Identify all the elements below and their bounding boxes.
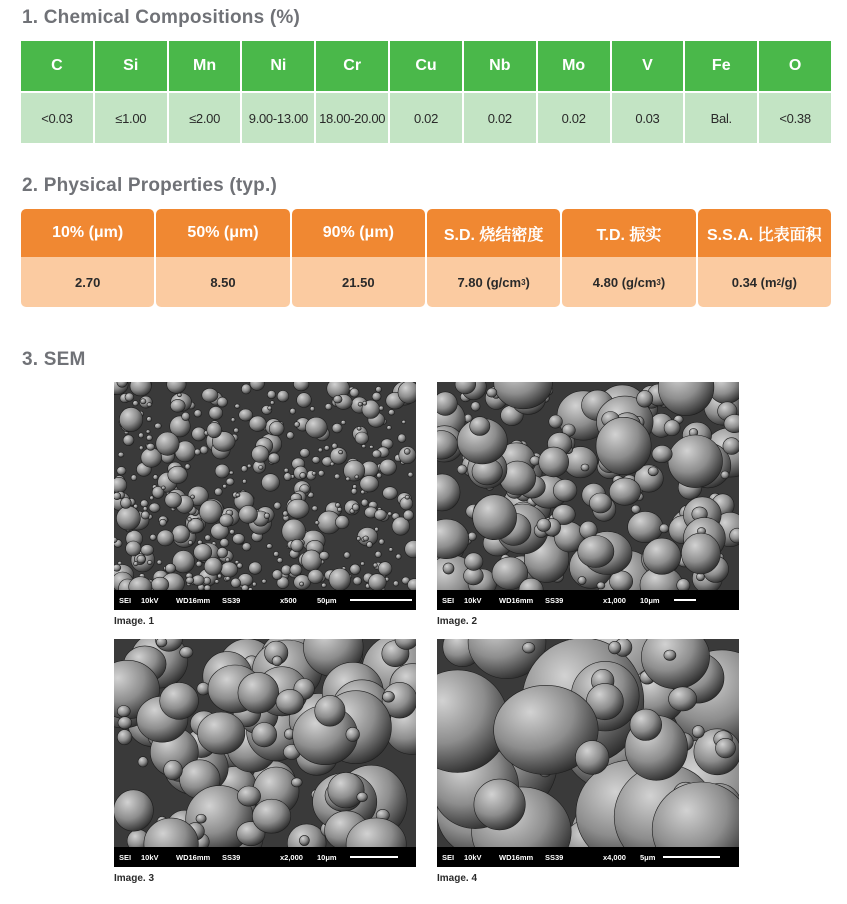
sem-mode: SEI	[119, 595, 132, 605]
sem-scale-bar	[663, 856, 720, 858]
sem-ss: SS39	[222, 852, 241, 862]
chem-header-ni: Ni	[242, 41, 314, 91]
sem-kv: 10kV	[141, 595, 159, 605]
phys-column-d50	[156, 209, 289, 307]
phys-value-ssa: 0.34 (m 2 /g)	[698, 257, 831, 307]
chem-header-mo: Mo	[538, 41, 610, 91]
phys-column-td	[562, 209, 695, 307]
chem-value-cr: 18.00-20.00	[316, 93, 388, 143]
chem-header-cu: Cu	[390, 41, 462, 91]
chem-value-o: <0.38	[759, 93, 831, 143]
sem-ss: SS39	[545, 595, 564, 605]
sem-caption-4: Image. 4	[437, 873, 478, 884]
sem-info-bar-1	[114, 590, 416, 610]
phys-header-d50: 50% (μm)	[156, 209, 289, 257]
sem-info-bar-2	[437, 590, 739, 610]
phys-value-sd: 7.80 (g/cm 3 )	[427, 257, 560, 307]
chem-header-si: Si	[95, 41, 167, 91]
chem-header-cr: Cr	[316, 41, 388, 91]
sem-micrograph-1	[114, 382, 416, 590]
sem-magnification: x500	[280, 595, 297, 605]
sem-micrograph-4	[437, 639, 739, 847]
sem-caption-3: Image. 3	[114, 873, 155, 884]
phys-header-sd: S.D. 烧结密度	[427, 209, 560, 257]
phys-value-d10: 2.70	[21, 257, 154, 307]
sem-ss: SS39	[545, 852, 564, 862]
chem-value-nb: 0.02	[464, 93, 536, 143]
sem-wd: WD16mm	[499, 852, 534, 862]
chem-header-o: O	[759, 41, 831, 91]
sem-kv: 10kV	[141, 852, 159, 862]
phys-column-sd	[427, 209, 560, 307]
sem-scale-bar	[350, 599, 412, 601]
chem-header-v: V	[612, 41, 684, 91]
sem-magnification: x2,000	[280, 852, 303, 862]
chem-header-c: C	[21, 41, 93, 91]
sem-kv: 10kV	[464, 595, 482, 605]
sem-image-1	[114, 382, 416, 610]
chem-value-v: 0.03	[612, 93, 684, 143]
sem-scale-label: 5μm	[640, 852, 656, 862]
chem-value-c: <0.03	[21, 93, 93, 143]
phys-value-d90: 21.50	[292, 257, 425, 307]
sem-image-4	[437, 639, 739, 867]
sem-scale-bar	[350, 856, 398, 858]
sem-caption-1: Image. 1	[114, 616, 155, 627]
sem-magnification: x4,000	[603, 852, 626, 862]
sem-image-2	[437, 382, 739, 610]
chem-value-mo: 0.02	[538, 93, 610, 143]
sem-scale-label: 10μm	[317, 852, 337, 862]
phys-column-d10	[21, 209, 154, 307]
sem-image-3	[114, 639, 416, 867]
phys-header-d90: 90% (μm)	[292, 209, 425, 257]
phys-value-d50: 8.50	[156, 257, 289, 307]
sem-wd: WD16mm	[176, 852, 211, 862]
sem-mode: SEI	[442, 595, 455, 605]
sem-scale-bar	[674, 599, 696, 601]
physical-properties-table	[21, 209, 831, 307]
phys-value-td: 4.80 (g/cm 3 )	[562, 257, 695, 307]
sem-mode: SEI	[119, 852, 132, 862]
chem-header-mn: Mn	[169, 41, 241, 91]
sem-ss: SS39	[222, 595, 241, 605]
phys-header-td: T.D. 振实	[562, 209, 695, 257]
sem-caption-2: Image. 2	[437, 616, 478, 627]
phys-column-d90	[292, 209, 425, 307]
physical-properties-title: 2. Physical Properties (typ.)	[22, 175, 277, 196]
phys-header-d10: 10% (μm)	[21, 209, 154, 257]
chemical-compositions-title: 1. Chemical Compositions (%)	[22, 7, 300, 28]
chem-header-fe: Fe	[685, 41, 757, 91]
sem-kv: 10kV	[464, 852, 482, 862]
sem-scale-label: 50μm	[317, 595, 337, 605]
sem-micrograph-3	[114, 639, 416, 847]
sem-title: 3. SEM	[22, 349, 86, 370]
sem-info-bar-3	[114, 847, 416, 867]
sem-micrograph-2	[437, 382, 739, 590]
sem-wd: WD16mm	[176, 595, 211, 605]
chem-value-mn: ≤2.00	[169, 93, 241, 143]
chem-value-cu: 0.02	[390, 93, 462, 143]
chem-header-nb: Nb	[464, 41, 536, 91]
chem-value-fe: Bal.	[685, 93, 757, 143]
sem-mode: SEI	[442, 852, 455, 862]
sem-magnification: x1,000	[603, 595, 626, 605]
phys-column-ssa	[698, 209, 831, 307]
phys-header-ssa: S.S.A. 比表面积	[698, 209, 831, 257]
sem-scale-label: 10μm	[640, 595, 660, 605]
chem-value-ni: 9.00-13.00	[242, 93, 314, 143]
sem-info-bar-4	[437, 847, 739, 867]
sem-wd: WD16mm	[499, 595, 534, 605]
chem-value-si: ≤1.00	[95, 93, 167, 143]
chemical-compositions-table	[21, 41, 831, 143]
